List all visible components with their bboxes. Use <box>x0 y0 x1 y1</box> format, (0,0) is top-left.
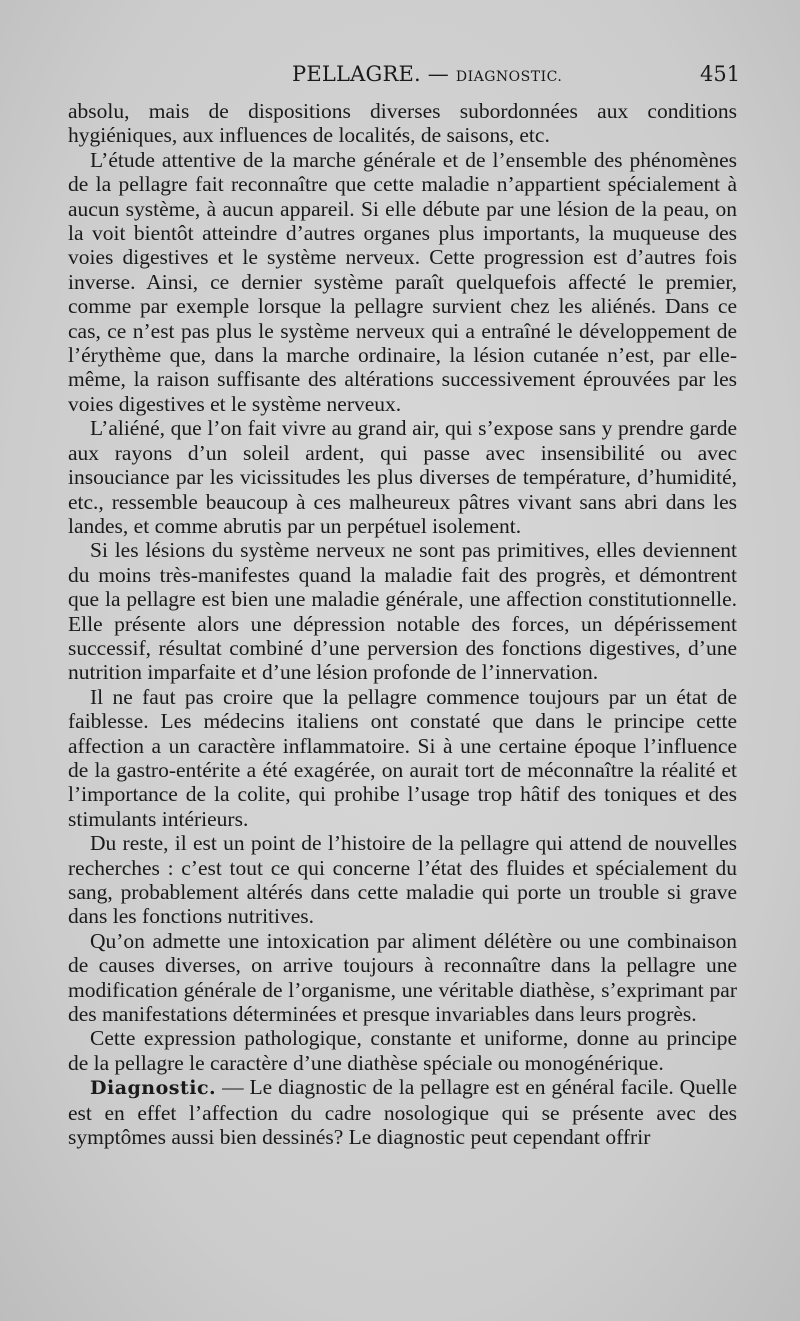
page-number: 451 <box>700 62 741 86</box>
paragraph-6: Du reste, il est un point de l’histoire de la pellagre qui attend de nouvelles recherches : c’est tout ce qui concerne l’état des fluides et spécialement du sang, probablement altérés dans cette maladie qui porte un trouble si grave dans les fonctions nutritives. <box>68 831 737 929</box>
running-title-sub: DIAGNOSTIC. <box>455 69 563 85</box>
diagnostic-text: — Le diagnostic de la pellagre est en général facile. Quelle est en effet l’affection du cadre nosologique qui se présente avec des symptômes aussi bien dessinés? Le diagnostic peut cependant offrir <box>68 1075 737 1150</box>
running-title <box>292 62 562 86</box>
section-heading-diagnostic: Diagnostic. <box>90 1077 217 1100</box>
paragraph-3: L’aliéné, que l’on fait vivre au grand air, qui s’expose sans y prendre garde aux rayons d’un soleil ardent, qui passe avec insensibilité ou avec insouciance par les vicissitudes les plus diverses de température, d’humidité, etc., ressemble beaucoup à ces malheureux pâtres vivant sans abri dans les landes, et comme abrutis par un perpétuel isolement. <box>68 416 737 538</box>
running-title-main: PELLAGRE. — <box>292 62 449 86</box>
paragraph-2: L’étude attentive de la marche générale et de l’ensemble des phénomènes de la pellagre fait reconnaître que cette maladie n’appartient spécialement à aucun système, à aucun appareil. Si elle débute par une lésion de la peau, on la voit bientôt atteindre d’autres organes plus importants, la muqueuse des voies digestives et le système nerveux. Cette progression est d’autres fois inverse. Ainsi, ce dernier système paraît quelquefois affecté le premier, comme par exemple lorsque la pellagre survient chez les aliénés. Dans ce cas, ce n’est pas plus le système nerveux qui a entraîné le développement de l’érythème que, dans la marche ordinaire, la lésion cutanée n’est, par elle-même, la raison suffisante des altérations successivement éprouvées par les voies digestives et le système nerveux. <box>68 147 737 416</box>
paragraph-8: Cette expression pathologique, constante et uniforme, donne au principe de la pellagre le caractère d’une diathèse spéciale ou monogénérique. <box>68 1026 737 1075</box>
diagnostic-paragraph <box>68 1075 737 1149</box>
running-head <box>0 62 800 92</box>
paragraph-7: Qu’on admette une intoxication par aliment délétère ou une combinaison de causes diverses, on arrive toujours à reconnaître dans la pellagre une modification générale de l’organisme, une véritable diathèse, s’exprimant par des manifestations déterminées et presque invariables dans leurs progrès. <box>68 928 737 1027</box>
paragraph-5: Il ne faut pas croire que la pellagre commence toujours par un état de faiblesse. Les médecins italiens ont constaté que dans le principe cette affection a un caractère inflammatoire. Si à une certaine époque l’influence de la gastro-entérite a été exagérée, on aurait tort de méconnaître la réalité et l’importance de la colite, qui prohibe l’usage trop hâtif des toniques et des stimulants intérieurs. <box>68 684 737 831</box>
paragraph-1: absolu, mais de dispositions diverses subordonnées aux conditions hygiéniques, aux influences de localités, de saisons, etc. <box>68 99 737 148</box>
body-text <box>68 99 737 1149</box>
paragraph-4: Si les lésions du système nerveux ne sont pas primitives, elles deviennent du moins très-manifestes quand la maladie fait des progrès, et démontrent que la pellagre est bien une maladie générale, une affection constitutionnelle. Elle présente alors une dépression notable des forces, un dépérissement successif, résultat combiné d’une perversion des fonctions digestives, d’une nutrition imparfaite et d’une lésion profonde de l’innervation. <box>68 538 737 685</box>
